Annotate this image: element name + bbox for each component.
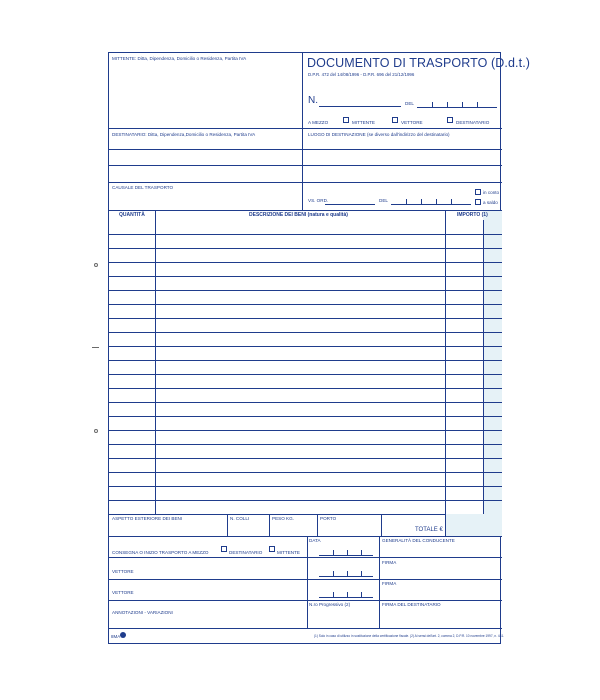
transport-by-recipient-checkbox[interactable] [447,117,453,123]
binder-hole-bottom [94,429,98,433]
section-divider [109,210,502,211]
a-saldo-label: a saldo [483,200,498,205]
transport-by-carrier-checkbox[interactable] [392,117,398,123]
consegna-mittente-checkbox[interactable] [269,546,275,552]
porto-label: PORTO [320,516,337,521]
section-divider [109,628,502,629]
transport-by-recipient-label: DESTINATARIO [456,120,490,125]
table-row-line [109,332,502,333]
peso-label: PESO KG. [272,516,294,521]
destination-label: LUOGO DI DESTINAZIONE (se diverso dall'indirizzo del destinatario) [308,132,450,137]
document-date-label: DEL [405,101,414,106]
table-row-line [109,248,502,249]
table-row-line [109,346,502,347]
footer-divider [269,514,270,536]
data-field[interactable] [319,547,373,556]
totale-label: TOTALE € [415,527,443,533]
transport-by-carrier-label: VETTORE [401,120,423,125]
consegna-mittente-label: MITTENTE [277,550,300,555]
order-label: VS. ORD. [308,198,329,203]
table-row-line [109,388,502,389]
table-row-line [109,486,502,487]
document-title: DOCUMENTO DI TRASPORTO (D.d.t.) [307,56,531,70]
causale-label: CAUSALE DEL TRASPORTO [112,185,174,190]
generalita-label: GENERALITÀ DEL CONDUCENTE [382,538,455,543]
date-tick [347,592,348,597]
document-number-field[interactable] [319,106,401,107]
date-tick [447,102,448,107]
data-field-2[interactable] [319,568,373,577]
date-tick [333,571,334,576]
consegna-destinatario-checkbox[interactable] [221,546,227,552]
date-tick [333,550,334,555]
date-tick [421,199,422,204]
table-row-line [109,472,502,473]
amount-header: IMPORTO (1) [457,212,488,218]
date-tick [361,571,362,576]
a-saldo-checkbox[interactable] [475,199,481,205]
sender-label: MITTENTE: Ditta, Dipendenza, Domicilio o Residenza, Partita IVA [112,56,247,61]
colli-label: N. COLLI [230,516,250,521]
date-tick [432,102,433,107]
causale-field[interactable] [109,183,302,210]
table-row-line [109,374,502,375]
progressivo-field[interactable] [308,601,379,628]
sender-field[interactable] [109,53,302,128]
date-tick [436,199,437,204]
transport-by-sender-label: MITTENTE [352,120,375,125]
date-tick [451,199,452,204]
vettore-label-1: VETTORE [112,569,134,574]
goods-rows[interactable] [109,220,502,514]
recipient-label: DESTINATARIO: Ditta, Dipendenza,Domicilio o Residenza, Partita IVA [112,132,256,137]
firma-destinatario-field[interactable] [380,601,502,628]
aspetto-label: ASPETTO ESTERIORE DEI BENI [112,516,183,521]
date-tick [462,102,463,107]
date-tick [347,550,348,555]
annotazioni-label: ANNOTAZIONI - VARIAZIONI [112,610,173,615]
table-row-line [109,318,502,319]
table-row-line [109,430,502,431]
footnote: (1) Solo in caso di utilizzo in sostituzione della certificazione fiscale. (2) Ai sensi dell'art. 2, comma 2, D.P.R. 10 novembre 1997, n. 441. [314,634,505,638]
table-row-line [109,402,502,403]
order-date-label: DEL [379,198,388,203]
data-label: DATA [309,538,321,543]
recipient-field[interactable] [109,129,302,182]
date-tick [406,199,407,204]
vettore-label-2: VETTORE [112,590,134,595]
in-conto-checkbox[interactable] [475,189,481,195]
date-tick [347,571,348,576]
law-reference: D.P.R. 472 del 14/08/1996 - D.P.R. 696 del 21/12/1996 [308,72,415,77]
annotazioni-field[interactable] [109,601,307,628]
destination-field[interactable] [303,129,502,182]
transport-by-sender-checkbox[interactable] [343,117,349,123]
section-divider [109,536,502,537]
document-number-label: N. [308,95,318,106]
table-row-line [109,500,502,501]
date-tick [361,550,362,555]
order-number-field[interactable] [325,204,375,205]
table-row-line [109,416,502,417]
description-header: DESCRIZIONE DEI BENI (natura e qualità) [249,212,348,218]
table-row-line [109,262,502,263]
date-tick [333,592,334,597]
date-tick [477,102,478,107]
binder-hole-top [94,263,98,267]
firma-destinatario-label: FIRMA DEL DESTINATARIO [382,602,441,607]
transport-by-label: A MEZZO [308,120,329,125]
totale-field[interactable] [445,514,502,536]
table-row-line [109,304,502,305]
table-row-line [109,360,502,361]
in-conto-label: in conto [483,190,500,195]
table-row-line [109,444,502,445]
document-date-field[interactable] [417,97,497,108]
vettore-field-2[interactable] [109,580,307,600]
data-field-3[interactable] [319,589,373,598]
footer-divider [317,514,318,536]
table-row-line [109,276,502,277]
section-divider [109,514,502,515]
transport-document-form [108,52,531,644]
rule [109,149,502,150]
order-date-field[interactable] [391,195,471,205]
product-code: 8MA [111,634,121,639]
table-row-line [109,234,502,235]
firma-label-1: FIRMA [382,560,397,565]
binder-fold-mark [92,347,99,348]
consegna-destinatario-label: DESTINATARIO [229,550,263,555]
consegna-label: CONSEGNA O INIZIO TRASPORTO A MEZZO [112,550,209,555]
footer-divider [227,514,228,536]
footer-divider [381,514,382,536]
table-row-line [109,458,502,459]
rule [109,165,502,166]
date-tick [361,592,362,597]
quantity-header: QUANTITÀ [119,212,145,218]
progressivo-label: N.ro Progressivo (2) [309,602,351,607]
publisher-logo-icon [120,632,126,638]
firma-label-2: FIRMA [382,581,397,586]
table-row-line [109,290,502,291]
vettore-field-1[interactable] [109,558,307,578]
